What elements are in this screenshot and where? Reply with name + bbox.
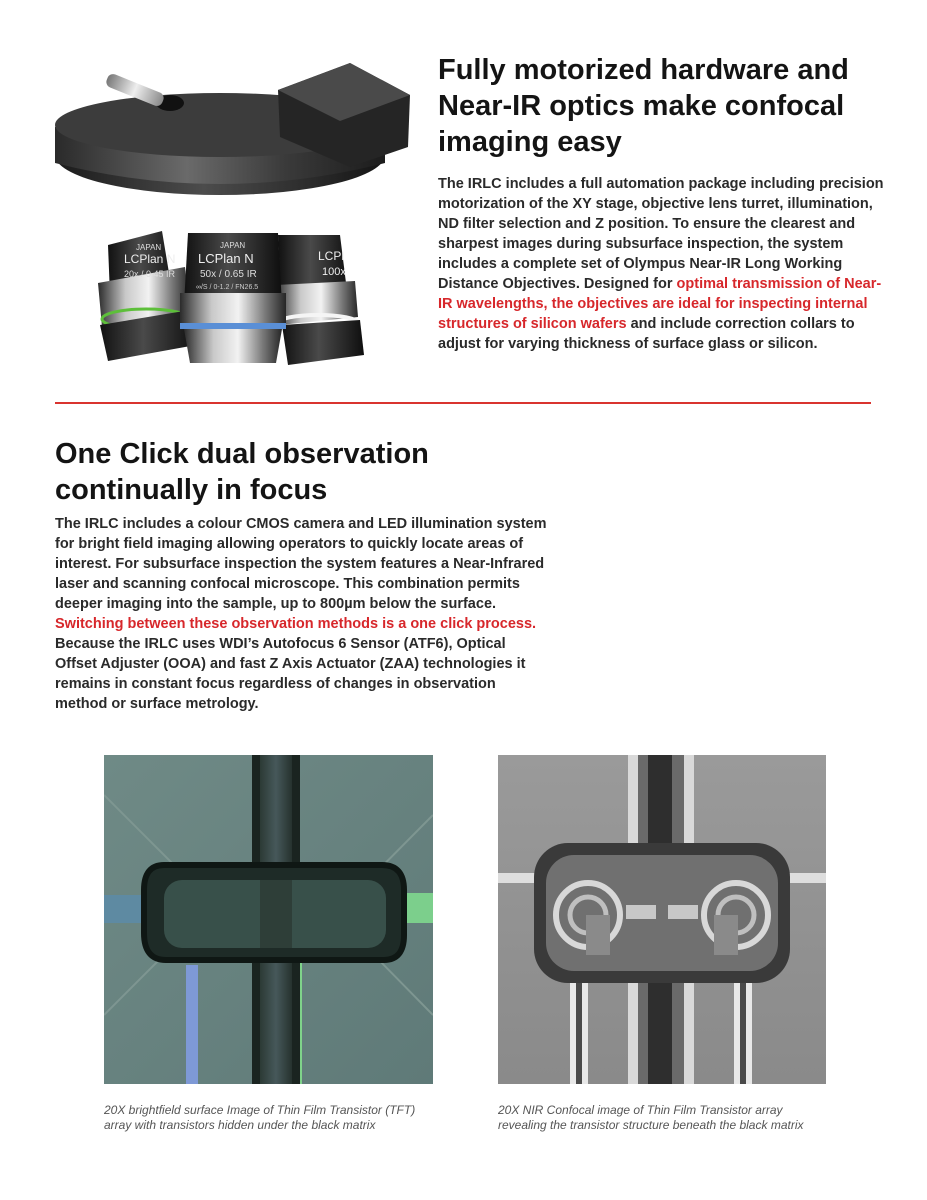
paragraph-dual-observation [55,514,550,714]
brightfield-caption: 20X brightfield surface Image of Thin Film Transistor (TFT) array with transistors hidden under the black matrix [104,1103,416,1132]
paragraph-highlight: Switching between these observation methods is a one click process. [55,616,537,632]
objective-50x-blue-ring [180,323,286,329]
nir-caption: 20X NIR Confocal image of Thin Film Transistor array revealing the transistor structure beneath the black matrix [498,1103,804,1132]
objective-100x-label-mag: 100x [322,266,346,278]
objective-turret-photo [50,55,420,375]
objective-20x-label-model: LCPlan N [124,252,176,266]
paragraph-motorized-hardware [438,174,888,354]
paragraph-highlight: optimal transmission of Near-IR wavelengths, the objectives are ideal for inspecting internal structures of silicon wafers [438,276,882,332]
headline-motorized-hardware: Fully motorized hardware and Near-IR optics make confocal imaging easy [438,54,849,158]
headline-dual-observation: One Click dual observation continually in focus [55,438,429,506]
objective-50x-label-model: LCPlan N [198,251,254,266]
objective-100x-label-model: LCPl [318,249,345,263]
objective-20x-label-origin: JAPAN [136,243,162,252]
nir-confocal-tft-image [498,755,826,1084]
paragraph-text: The IRLC includes a colour CMOS camera and LED illumination system for bright field imaging allowing operators to quickly locate areas of interest. For subsurface inspection the system features a Near-Infrared laser and scanning confocal microscope. This combination permits deeper imaging into the sample, up to 800µm below the surface. [55,516,547,612]
paragraph-text: The IRLC includes a full automation package including precision motorization of the XY stage, objective lens turret, illumination, ND filter selection and Z position. To ensure the clearest and sharpest images during subsurface inspection, the system includes a complete set of Olympus Near-IR Long Working Distance Objectives. Designed for [438,176,884,292]
brightfield-tft-image [104,755,433,1084]
paragraph-text: and include correction collars to adjust for varying thickness of surface glass or silicon. [438,316,855,352]
objective-100x [276,235,364,365]
paragraph-text: Because the IRLC uses WDI’s Autofocus 6 Sensor (ATF6), Optical Offset Adjuster (OOA) and fast Z Axis Actuator (ZAA) technologies it remains in constant focus regardless of changes in observation method or surface metrology. [55,636,526,712]
section-divider [55,402,871,404]
objective-50x-label-origin: JAPAN [220,241,246,250]
objective-50x-label-spec: ∞/S / 0-1.2 / FN26.5 [196,284,259,291]
objective-50x [180,233,286,363]
objective-50x-label-mag: 50x / 0.65 IR [200,269,257,280]
objective-20x-label-mag: 20x / 0.45 IR [124,269,176,279]
